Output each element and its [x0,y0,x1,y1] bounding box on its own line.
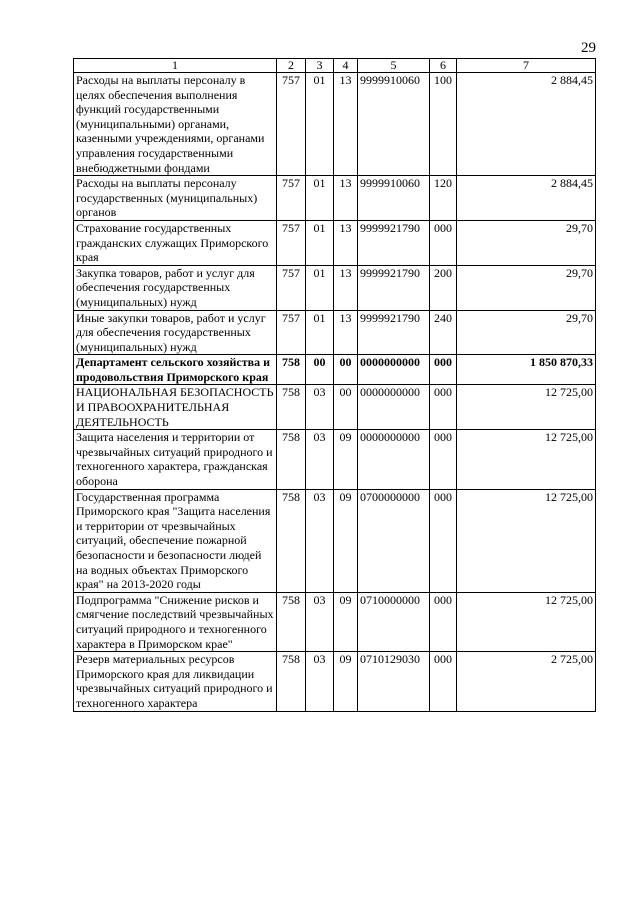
row-csr: 0710129030 [358,652,430,711]
row-rz: 03 [306,592,334,651]
table-row [74,220,596,265]
row-name: Расходы на выплаты персоналу государственных (муниципальных) органов [74,176,277,221]
row-csr: 0000000000 [358,385,430,430]
row-sum: 2 725,00 [457,652,596,711]
row-rz: 01 [306,176,334,221]
row-pr: 09 [334,489,358,592]
row-name: Расходы на выплаты персоналу в целях обеспечения выполнения функций государственными (муниципальными) органами, казенными учреждениями, органами управления государственными внебюджетными фондами [74,73,277,176]
row-name: Защита населения и территории от чрезвычайных ситуаций природного и техногенного характера, гражданская оборона [74,430,277,489]
row-rz: 00 [306,355,334,385]
header-row [74,59,596,73]
row-gr: 758 [277,489,306,592]
row-vr: 000 [430,489,457,592]
row-vr: 100 [430,73,457,176]
row-gr: 758 [277,592,306,651]
row-sum: 29,70 [457,310,596,355]
row-pr: 09 [334,430,358,489]
row-vr: 240 [430,310,457,355]
row-sum: 2 884,45 [457,73,596,176]
row-pr: 13 [334,310,358,355]
row-rz: 03 [306,385,334,430]
row-sum: 2 884,45 [457,176,596,221]
row-pr: 13 [334,265,358,310]
row-vr: 000 [430,220,457,265]
table-row [74,265,596,310]
row-csr: 0000000000 [358,355,430,385]
row-vr: 200 [430,265,457,310]
row-vr: 000 [430,592,457,651]
column-header-6: 6 [430,59,457,73]
row-rz: 01 [306,265,334,310]
row-vr: 120 [430,176,457,221]
row-pr: 09 [334,592,358,651]
row-gr: 757 [277,176,306,221]
table-row [74,73,596,176]
row-pr: 13 [334,220,358,265]
budget-table [73,58,596,712]
row-name: Департамент сельского хозяйства и продовольствия Приморского края [74,355,277,385]
row-pr: 13 [334,73,358,176]
row-gr: 758 [277,430,306,489]
row-rz: 03 [306,430,334,489]
row-sum: 12 725,00 [457,385,596,430]
row-rz: 01 [306,73,334,176]
row-sum: 29,70 [457,220,596,265]
table-row [74,385,596,430]
row-rz: 03 [306,652,334,711]
row-name: Подпрограмма "Снижение рисков и смягчение последствий чрезвычайных ситуаций природного и техногенного характера в Приморском крае" [74,592,277,651]
row-sum: 12 725,00 [457,430,596,489]
row-pr: 13 [334,176,358,221]
row-name: Страхование государственных гражданских служащих Приморского края [74,220,277,265]
row-sum: 29,70 [457,265,596,310]
row-name: Закупка товаров, работ и услуг для обеспечения государственных (муниципальных) нужд [74,265,277,310]
table-row [74,430,596,489]
row-gr: 758 [277,385,306,430]
table-row [74,310,596,355]
table-row [74,652,596,711]
row-name: Иные закупки товаров, работ и услуг для обеспечения государственных (муниципальных) нужд [74,310,277,355]
table-row [74,489,596,592]
table-row [74,592,596,651]
row-gr: 758 [277,652,306,711]
row-gr: 758 [277,355,306,385]
row-gr: 757 [277,310,306,355]
row-vr: 000 [430,652,457,711]
row-rz: 01 [306,310,334,355]
row-sum: 12 725,00 [457,489,596,592]
table-row [74,176,596,221]
row-sum: 12 725,00 [457,592,596,651]
row-gr: 757 [277,73,306,176]
table-row-department [74,355,596,385]
row-csr: 0000000000 [358,430,430,489]
row-csr: 0710000000 [358,592,430,651]
column-header-5: 5 [358,59,430,73]
page-number: 29 [581,40,596,56]
column-header-7: 7 [457,59,596,73]
row-csr: 9999921790 [358,310,430,355]
column-header-4: 4 [334,59,358,73]
row-vr: 000 [430,430,457,489]
column-header-3: 3 [306,59,334,73]
row-pr: 00 [334,355,358,385]
row-pr: 00 [334,385,358,430]
row-csr: 0700000000 [358,489,430,592]
row-csr: 9999910060 [358,73,430,176]
row-sum: 1 850 870,33 [457,355,596,385]
row-csr: 9999921790 [358,265,430,310]
row-vr: 000 [430,385,457,430]
row-name: НАЦИОНАЛЬНАЯ БЕЗОПАСНОСТЬ И ПРАВООХРАНИТЕЛЬНАЯ ДЕЯТЕЛЬНОСТЬ [74,385,277,430]
column-header-1: 1 [74,59,277,73]
row-gr: 757 [277,220,306,265]
row-name: Резерв материальных ресурсов Приморского края для ликвидации чрезвычайных ситуаций природного и техногенного характера [74,652,277,711]
row-rz: 03 [306,489,334,592]
row-csr: 9999921790 [358,220,430,265]
row-name: Государственная программа Приморского края "Защита населения и территории от чрезвычайных ситуаций, обеспечение пожарной безопасности и безопасности людей на водных объектах Приморского края" на 2013-2020 годы [74,489,277,592]
row-gr: 757 [277,265,306,310]
row-rz: 01 [306,220,334,265]
row-pr: 09 [334,652,358,711]
row-csr: 9999910060 [358,176,430,221]
row-vr: 000 [430,355,457,385]
column-header-2: 2 [277,59,306,73]
